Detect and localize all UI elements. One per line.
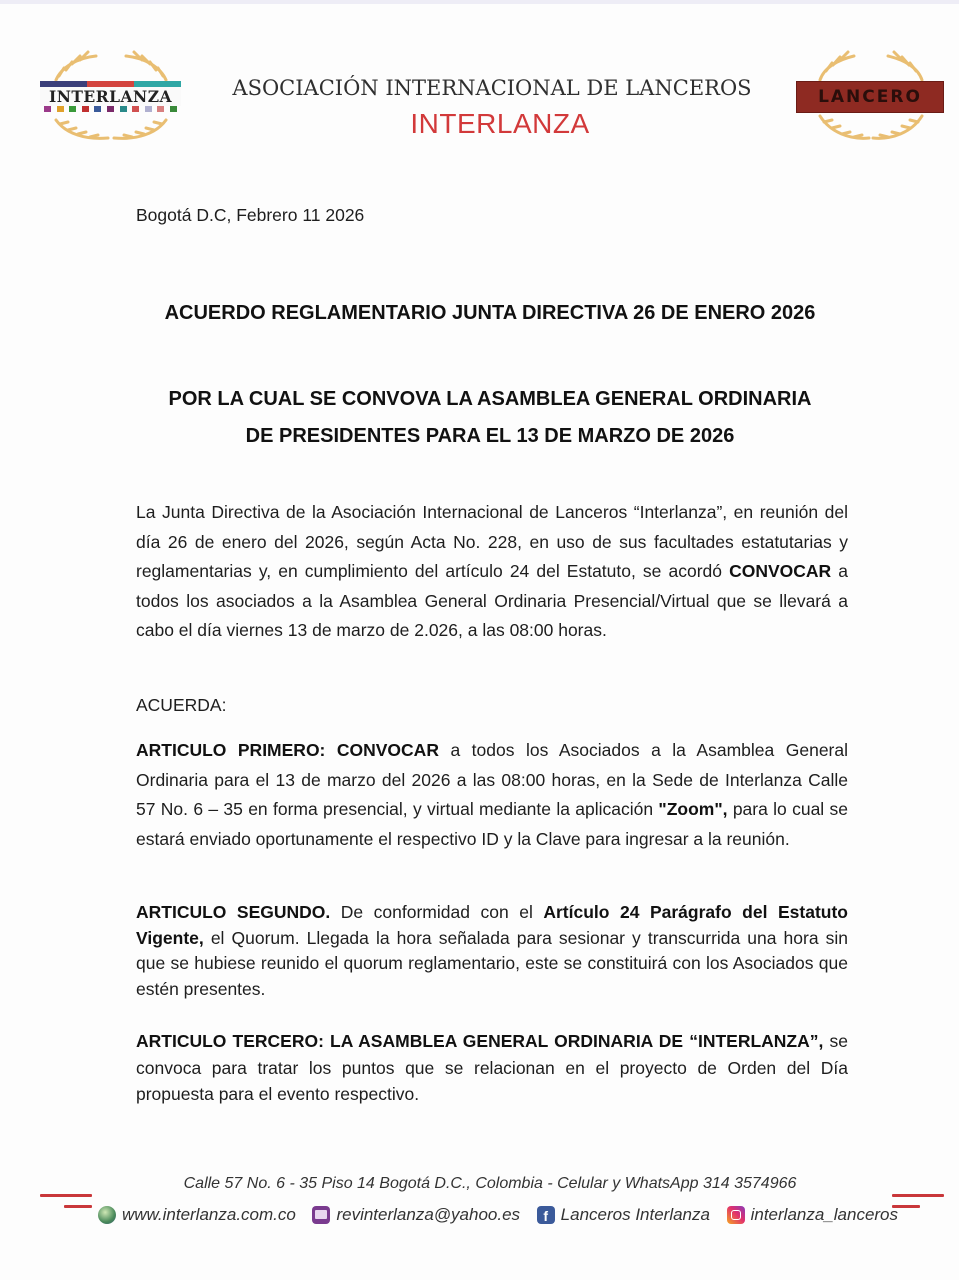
globe-icon [98,1206,116,1224]
interlanza-badge [40,81,181,115]
footer-decor-line [40,1194,92,1197]
articulo-primero-heading: ARTICULO PRIMERO: CONVOCAR [136,740,439,760]
articulo-primero-text-1: a todos los Asociados a la Asamblea General Ordinaria para el 13 de marzo del 2026 a las 08:00 horas, en la Sede de Interlanza Calle 57 No. 6 – 35 en forma presencial, y virtual mediante la aplicación [136,740,848,819]
articulo-segundo-text-2: el Quorum. Llegada la hora señalada para sesionar y transcurrida una hora sin que se hubiese reunido el quorum reglamentario, este se constituirá con los Asociados que estén presentes. [136,927,848,999]
articulo-tercero [136,1028,848,1108]
interlanza-logo [36,48,186,143]
date-line: Bogotá D.C, Febrero 11 2026 [136,205,365,225]
footer-decor-line [892,1194,944,1197]
footer-contacts [98,1202,898,1228]
mail-icon [312,1206,330,1224]
logo-wordmark: INTERLANZA [40,87,181,106]
footer-decor-line [64,1205,92,1208]
website-link[interactable]: www.interlanza.com.co [122,1205,296,1224]
document-subtitle [100,381,880,455]
intro-text-1: La Junta Directiva de la Asociación Internacional de Lanceros “Interlanza”, en reunión del día 26 de enero del 2026, según Acta No. 228, en uso de sus facultades estatutarias y reglamentarias y, en cumplimiento del artículo 24 del Estatuto, se acordó [136,502,848,581]
lancero-wordmark: LANCERO [818,87,922,107]
acuerda-label: ACUERDA: [136,695,227,715]
lancero-badge [796,81,944,113]
instagram-icon [727,1206,745,1224]
articulo-segundo-text-1: De conformidad con el [330,902,544,922]
intro-paragraph [136,498,848,646]
articulo-tercero-text: se convoca para tratar los puntos que se relacionan en el proyecto de Orden del Día propuesta para el evento respectivo. [136,1031,848,1104]
articulo-tercero-heading: ARTICULO TERCERO: LA ASAMBLEA GENERAL ORDINARIA DE “INTERLANZA”, [136,1031,824,1051]
organization-name: ASOCIACIÓN INTERNACIONAL DE LANCEROS [232,76,752,100]
subtitle-line-1: POR LA CUAL SE CONVOVA LA ASAMBLEA GENERAL ORDINARIA [168,388,812,410]
facebook-icon: f [537,1206,555,1224]
subtitle-line-2: DE PRESIDENTES PARA EL 13 DE MARZO DE 2026 [245,425,735,447]
flag-stripe-bottom [40,106,181,112]
articulo-primero-app: "Zoom", [658,799,728,819]
lancero-logo [796,48,946,143]
articulo-primero [136,736,848,854]
document-title: ACUERDO REGLAMENTARIO JUNTA DIRECTIVA 26 DE ENERO 2026 [164,302,816,324]
instagram-link[interactable]: interlanza_lanceros [750,1205,899,1224]
organization-short-name: INTERLANZA [410,108,590,139]
articulo-primero-text-2: para lo cual se estará enviado oportunamente el respectivo ID y la Clave para ingresar a la reunión. [136,799,848,849]
facebook-link[interactable]: Lanceros Interlanza [560,1205,710,1224]
articulo-segundo-heading: ARTICULO SEGUNDO. [136,902,331,922]
intro-text-2: a todos los asociados a la Asamblea General Ordinaria Presencial/Virtual que se llevará a cabo el día viernes 13 de marzo de 2.026, a las 08:00 horas. [136,561,848,640]
footer-address: Calle 57 No. 6 - 35 Piso 14 Bogotá D.C., Colombia - Celular y WhatsApp 314 3574966 [183,1175,797,1192]
top-edge-strip [0,0,959,4]
intro-bold: CONVOCAR [729,561,832,581]
articulo-segundo [136,900,848,1002]
email-link[interactable]: revinterlanza@yahoo.es [336,1205,521,1224]
articulo-segundo-reference: Artículo 24 Parágrafo del Estatuto Vigente, [136,902,848,948]
